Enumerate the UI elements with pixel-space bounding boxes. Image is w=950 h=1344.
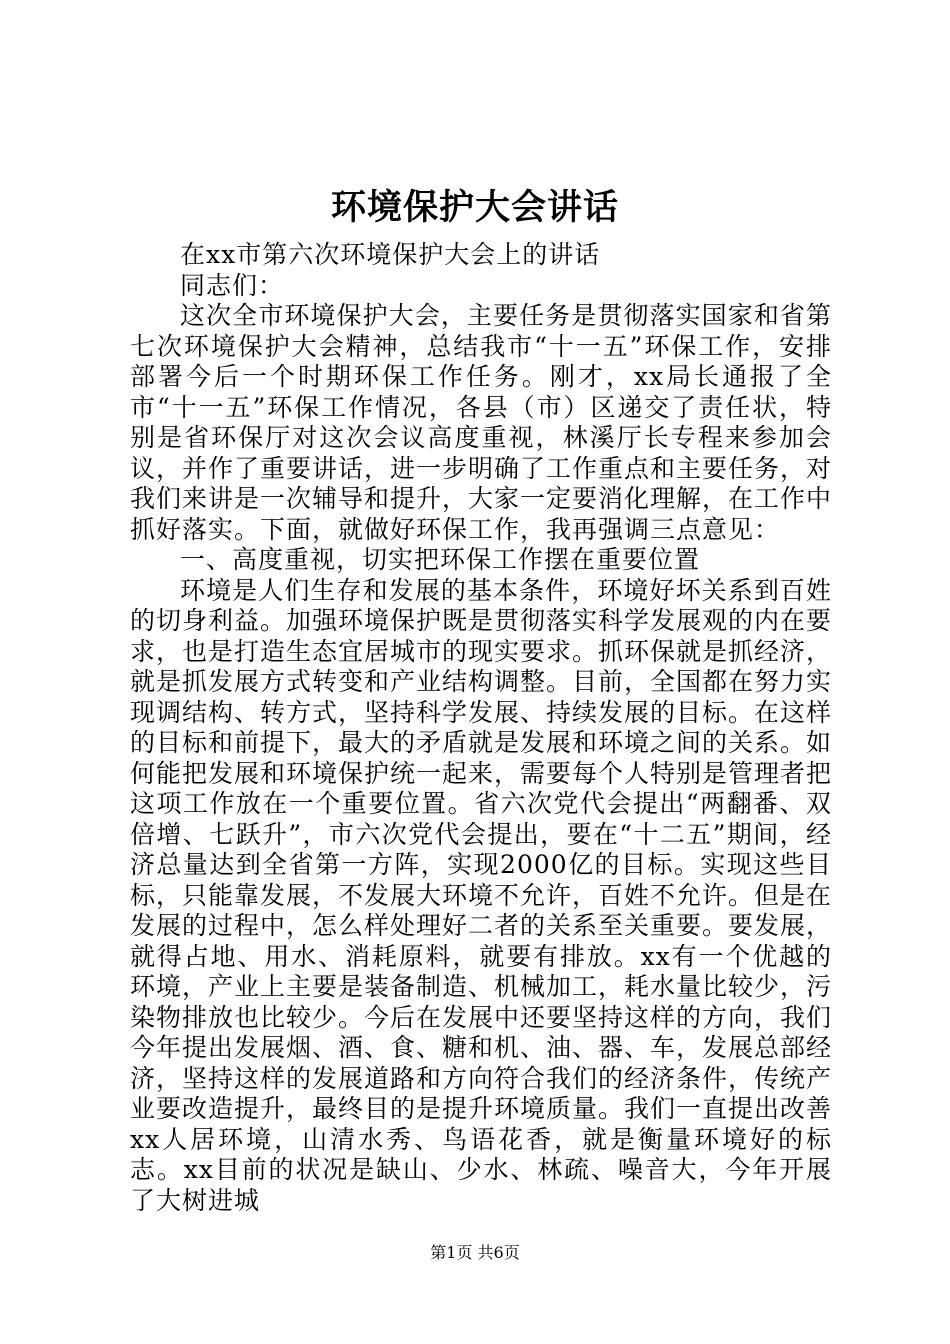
page-footer: 第1页 共6页 [430,1243,520,1262]
paragraph-intro: 这次全市环境保护大会，主要任务是贯彻落实国家和省第七次环境保护大会精神，总结我市“十一五”环保工作，安排部署今后一个时期环保工作任务。刚才，xx局长通报了全市“十一五”环保工作情况，各县（市）区递交了责任状，特别是省环保厅对这次会议高度重视，林溪厅长专程来参加会议，并作了重要讲话，进一步明确了工作重点和主要任务，对我们来讲是一次辅导和提升，大家一定要消化理解，在工作中抓好落实。下面，就做好环保工作，我再强调三点意见： [130,301,833,544]
document-body [130,240,832,1216]
document-title: 环境保护大会讲话 [330,187,619,228]
section-heading-1: 一、高度重视，切实把环保工作摆在重要位置 [180,545,701,574]
speech-subtitle: 在xx市第六次环境保护大会上的讲话 [180,240,601,269]
paragraph-section-1: 环境是人们生存和发展的基本条件，环境好坏关系到百姓的切身利益。加强环境保护既是贯彻落实科学发展观的内在要求，也是打造生态宜居城市的现实要求。抓环保就是抓经济，就是抓发展方式转变和产业结构调整。目前，全国都在努力实现调结构、转方式，坚持科学发展、持续发展的目标。在这样的目标和前提下，最大的矛盾就是发展和环境之间的关系。如何能把发展和环境保护统一起来，需要每个人特别是管理者把这项工作放在一个重要位置。省六次党代会提出“两翻番、双倍增、七跃升”，市六次党代会提出，要在“十二五”期间，经济总量达到全省第一方阵，实现2000亿的目标。实现这些目标，只能靠发展，不发展大环境不允许，百姓不允许。但是在发展的过程中，怎么样处理好二者的关系至关重要。要发展，就得占地、用水、消耗原料，就要有排放。xx有一个优越的环境，产业上主要是装备制造、机械加工，耗水量比较少，污染物排放也比较少。今后在发展中还要坚持这样的方向，我们今年提出发展烟、酒、食、糖和机、油、器、车，发展总部经济，坚持这样的发展道路和方向符合我们的经济条件，传统产业要改造提升，最终目的是提升环境质量。我们一直提出改善xx人居环境，山清水秀、鸟语花香，就是衡量环境好的标志。xx目前的状况是缺山、少水、林疏、噪音大，今年开展了大树进城 [130,575,833,1215]
salutation: 同志们： [180,270,285,300]
